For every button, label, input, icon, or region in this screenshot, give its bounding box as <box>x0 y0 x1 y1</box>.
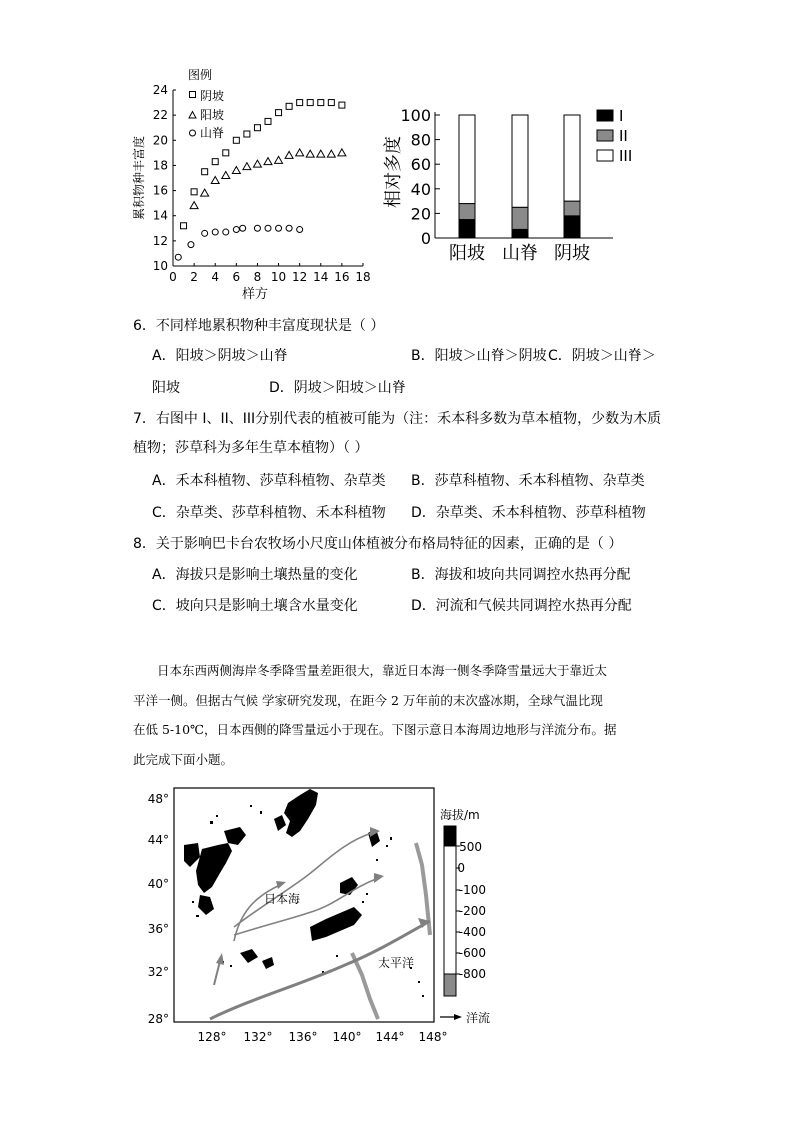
scatter-ytick-label: 14 <box>152 208 168 223</box>
point-yangpo <box>285 151 293 158</box>
scatter-ytick-label: 18 <box>152 158 168 173</box>
point-yangpo <box>211 177 219 184</box>
point-shanji <box>188 242 194 248</box>
scatter-xtick-label: 14 <box>313 270 329 284</box>
point-shanji <box>233 227 239 233</box>
lon-128: 128° <box>197 1030 227 1044</box>
legend-square-marker <box>190 92 196 98</box>
bar-ylabel: 相对多度 <box>383 136 404 208</box>
point-shanji <box>297 227 303 233</box>
lon-labels <box>198 1030 448 1044</box>
bar-ytick-label: 40 <box>410 179 431 199</box>
legend-triangle-marker <box>189 112 196 119</box>
point-shanji <box>240 225 246 231</box>
point-shanji <box>276 225 282 231</box>
scatter-ytick-label: 20 <box>152 133 168 148</box>
map-legend-title: 海拔/m <box>440 808 480 822</box>
point-yinpo <box>328 100 334 106</box>
legend-elev-m600: -600 <box>458 946 486 960</box>
bar-legend-label: I <box>619 107 624 125</box>
bar-ytick-label: 100 <box>400 106 431 125</box>
point-yinpo <box>191 189 197 195</box>
q8-option-d[interactable]: D．河流和气候共同调控水热再分配 <box>411 598 632 614</box>
passage-line-3: 在低 5-10℃，日本西侧的降雪量远小于现在。下图示意日本海周边地形与洋流分布。据 <box>133 722 617 737</box>
point-shanji <box>202 230 208 236</box>
lat-36: 36° <box>147 922 169 936</box>
scatter-ylabel: 累积物种丰富度 <box>132 135 146 221</box>
current-legend <box>440 1010 490 1025</box>
scatter-xtick-label: 8 <box>253 270 262 284</box>
point-shanji <box>286 225 292 231</box>
scatter-xlabel: 样方 <box>241 287 269 302</box>
q8-option-b[interactable]: B．海拔和坡向共同调控水热再分配 <box>411 567 631 583</box>
bar-segment-I-2 <box>564 216 580 238</box>
species-richness-scatter-chart <box>125 62 380 307</box>
passage-line-2: 平洋一侧。但据古气候 学家研究发现，在距今 2 万年前的末次盛冰期，全球气温比现 <box>133 693 603 708</box>
legend-elev-m100: -100 <box>458 883 486 897</box>
lat-28: 28° <box>147 1012 169 1026</box>
scatter-ytick-label: 24 <box>152 83 168 97</box>
bar-legend-swatch <box>597 150 613 161</box>
point-shanji <box>212 229 218 235</box>
bar-segment-III-0 <box>459 115 475 204</box>
point-yinpo <box>297 100 303 106</box>
scatter-xtick-label: 18 <box>355 270 371 284</box>
bar-segment-II-2 <box>564 201 580 216</box>
q7-option-a[interactable]: A．禾本科植物、莎草科植物、杂草类 <box>152 473 386 489</box>
q6-option-b[interactable]: B．阳坡＞山脊＞阴坡 <box>411 348 547 364</box>
label-sea-of-japan: 日本海 <box>264 892 301 906</box>
point-yinpo <box>212 159 218 165</box>
lat-40: 40° <box>147 877 169 891</box>
point-yinpo <box>286 103 292 109</box>
scatter-ytick-label: 16 <box>152 183 168 198</box>
bar-legend-swatch <box>597 130 613 141</box>
q6-option-d[interactable]: D．阴坡＞阳坡＞山脊 <box>269 380 406 396</box>
point-yangpo <box>201 189 209 196</box>
point-yinpo <box>265 118 271 124</box>
bar-segment-II-1 <box>512 207 528 229</box>
passage-line-1: 日本东西两侧海岸冬季降雪量差距很大，靠近日本海一侧冬季降雪量远大于靠近太 <box>157 663 608 678</box>
q7-option-d[interactable]: D．杂草类、禾本科植物、莎草科植物 <box>411 505 646 521</box>
map-legend-scale <box>444 826 460 996</box>
point-yangpo <box>222 171 230 178</box>
point-yinpo <box>254 125 260 131</box>
bar-segment-II-0 <box>459 204 475 220</box>
legend-elev-m800: -800 <box>458 967 486 981</box>
bar-legend-label: II <box>619 127 628 145</box>
legend-circle-marker <box>190 130 196 136</box>
scatter-xtick-label: 6 <box>232 270 241 284</box>
scatter-legend-title: 图例 <box>188 68 213 82</box>
point-yangpo <box>243 163 251 170</box>
bar-category-label: 阳坡 <box>449 243 485 264</box>
japan-sea-map <box>140 785 510 1047</box>
scatter-ytick-label: 10 <box>152 259 168 273</box>
point-yangpo <box>253 160 261 167</box>
scatter-xtick-label: 0 <box>169 270 177 284</box>
point-yangpo <box>327 150 335 157</box>
lon-140: 140° <box>332 1030 362 1044</box>
bar-ytick-label: 60 <box>410 155 431 175</box>
lon-148: 148° <box>418 1030 448 1044</box>
label-pacific-ocean: 太平洋 <box>378 956 415 970</box>
legend-elev-500: 500 <box>459 840 482 854</box>
point-shanji <box>265 225 271 231</box>
q7-stem-line1: 7．右图中 I、II、III分别代表的植被可能为（注：禾本科多数为草本植物，少数为木质 <box>133 411 662 427</box>
scatter-xtick-label: 16 <box>334 270 350 284</box>
q6-option-a[interactable]: A．阳坡＞阴坡＞山脊 <box>152 348 288 364</box>
relative-abundance-bar-chart <box>375 100 665 270</box>
lon-144: 144° <box>375 1030 405 1044</box>
bar-segment-III-1 <box>512 115 528 207</box>
point-yinpo <box>202 169 208 175</box>
bar-segment-I-0 <box>459 220 475 238</box>
legend-elev-0: 0 <box>457 861 465 875</box>
point-yinpo <box>339 102 345 108</box>
point-shanji <box>175 254 181 260</box>
q8-stem: 8．关于影响巴卡台农牧场小尺度山体植被分布格局特征的因素，正确的是（ ） <box>133 536 623 552</box>
legend-label-yinpo: 阴坡 <box>200 89 225 103</box>
point-yinpo <box>276 110 282 116</box>
lat-44: 44° <box>147 833 169 847</box>
bar-legend-swatch <box>597 110 613 121</box>
bar-category-label: 阴坡 <box>554 243 590 264</box>
q6-stem: 6．不同样地累积物种丰富度现状是（ ） <box>133 318 385 334</box>
bar-segment-I-1 <box>512 229 528 238</box>
lat-labels <box>148 792 169 1026</box>
passage-line-4: 此完成下面小题。 <box>133 752 234 767</box>
point-yangpo <box>232 166 240 173</box>
bar-category-label: 山脊 <box>502 243 538 264</box>
current-legend-label: 洋流 <box>466 1011 491 1025</box>
point-yinpo <box>307 100 313 106</box>
bar-ytick-label: 20 <box>410 204 431 224</box>
bar-segment-III-2 <box>564 115 580 201</box>
lat-48: 48° <box>147 792 169 806</box>
bar-legend-label: III <box>619 147 633 165</box>
point-yinpo <box>233 137 239 143</box>
legend-label-yangpo: 阳坡 <box>200 108 225 122</box>
q8-option-a[interactable]: A．海拔只是影响土壤热量的变化 <box>152 567 358 583</box>
scatter-ytick-label: 12 <box>152 233 168 248</box>
q8-option-c[interactable]: C．坡向只是影响土壤含水量变化 <box>152 598 358 614</box>
q6-option-c-cont[interactable]: 阳坡 <box>152 380 180 396</box>
point-yangpo <box>190 202 198 209</box>
legend-label-shanji: 山脊 <box>200 126 225 140</box>
legend-elev-m200: -200 <box>458 904 486 918</box>
scatter-ytick-label: 22 <box>152 108 168 123</box>
point-yangpo <box>306 150 314 157</box>
point-yangpo <box>275 156 283 163</box>
point-shanji <box>223 229 229 235</box>
q7-option-b[interactable]: B．莎草科植物、禾本科植物、杂草类 <box>411 473 645 489</box>
point-yangpo <box>264 158 272 165</box>
point-yinpo <box>181 223 187 229</box>
bar-ytick-label: 80 <box>410 130 431 150</box>
point-yinpo <box>244 131 250 137</box>
point-yinpo <box>223 150 229 156</box>
point-shanji <box>254 225 260 231</box>
point-yangpo <box>317 150 325 157</box>
point-yinpo <box>318 100 324 106</box>
bar-ytick-label: 0 <box>420 229 431 248</box>
scatter-xtick-label: 2 <box>190 270 198 284</box>
lat-32: 32° <box>147 965 169 979</box>
scatter-xtick-label: 4 <box>211 270 220 284</box>
lon-132: 132° <box>243 1030 273 1044</box>
scatter-legend <box>189 88 224 140</box>
q7-stem-line2: 植物；莎草科为多年生草本植物）（ ） <box>133 440 369 456</box>
lon-136: 136° <box>288 1030 318 1044</box>
point-yangpo <box>296 149 304 156</box>
scatter-xtick-label: 12 <box>292 270 308 284</box>
point-yangpo <box>338 149 346 156</box>
scatter-xtick-label: 10 <box>270 270 287 284</box>
q6-option-c[interactable]: C．阴坡＞山脊＞ <box>548 348 656 364</box>
q7-option-c[interactable]: C．杂草类、莎草科植物、禾本科植物 <box>152 505 386 521</box>
legend-elev-m400: -400 <box>458 925 486 939</box>
